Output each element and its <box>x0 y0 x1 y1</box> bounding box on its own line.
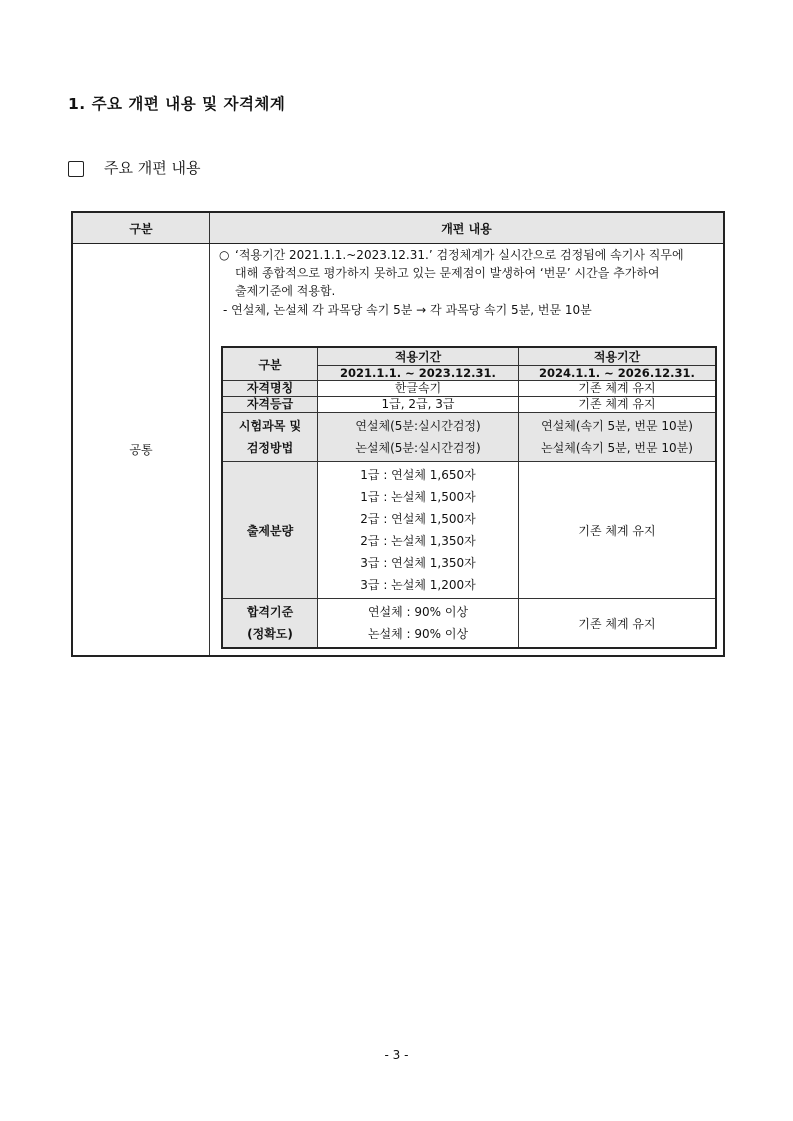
value-line: 1급 : 논설체 1,500자 <box>360 490 476 504</box>
header-content: 개편 내용 <box>210 212 725 244</box>
inner-header-period-old: 적용기간 <box>318 347 519 366</box>
checkbox-square-icon <box>68 161 84 177</box>
table-row <box>222 462 716 599</box>
description-line-2: 대해 종합적으로 평가하지 못하고 있는 문제점이 발생하여 ‘번문’ 시간을 추가하여 <box>235 266 660 280</box>
row-label-line: 시험과목 및 <box>238 419 302 433</box>
content-cell <box>210 244 725 657</box>
reform-table-header-row <box>72 212 724 244</box>
row-label: 출제분량 <box>222 462 318 599</box>
reform-table <box>71 211 725 657</box>
table-row <box>222 413 716 462</box>
subsection-title: 주요 개편 내용 <box>104 159 201 177</box>
row-new-value: 기존 체계 유지 <box>519 462 717 599</box>
category-cell: 공통 <box>72 244 210 657</box>
table-row <box>222 397 716 413</box>
description-line-4: - 연설체, 논설체 각 과목당 속기 5분 → 각 과목당 속기 5분, 번문 10분 <box>223 303 592 317</box>
row-label-line: 합격기준 <box>246 605 294 619</box>
period-old-dates: 2021.1.1. ~ 2023.12.31. <box>318 366 519 381</box>
row-label-line: 검정방법 <box>246 441 294 455</box>
reform-description <box>210 244 723 319</box>
row-label <box>222 599 318 649</box>
qualification-table <box>221 346 717 649</box>
row-label: 자격명칭 <box>222 381 318 397</box>
bullet-line <box>219 246 715 264</box>
value-line: 3급 : 연설체 1,350자 <box>360 556 476 570</box>
row-label: 자격등급 <box>222 397 318 413</box>
row-old-value <box>318 599 519 649</box>
row-new-value: 기존 체계 유지 <box>519 599 717 649</box>
description-line-3: 출제기준에 적용함. <box>235 284 336 298</box>
row-new-value <box>519 413 717 462</box>
row-label <box>222 413 318 462</box>
table-row <box>222 599 716 649</box>
header-category: 구분 <box>72 212 210 244</box>
row-new-value: 기존 체계 유지 <box>519 397 717 413</box>
inner-header-period-new: 적용기간 <box>519 347 717 366</box>
row-new-value: 기존 체계 유지 <box>519 381 717 397</box>
row-old-value <box>318 462 519 599</box>
section-heading: 1. 주요 개편 내용 및 자격체계 <box>68 95 286 113</box>
inner-header-category: 구분 <box>222 347 318 381</box>
value-line: 2급 : 논설체 1,350자 <box>360 534 476 548</box>
value-line: 1급 : 연설체 1,650자 <box>360 468 476 482</box>
period-new-dates: 2024.1.1. ~ 2026.12.31. <box>519 366 717 381</box>
row-old-value <box>318 413 519 462</box>
reform-table-row <box>72 244 724 657</box>
value-line: 연설체 : 90% 이상 <box>367 605 469 619</box>
page-number: - 3 - <box>384 1048 409 1062</box>
description-line-1: ‘적용기간 2021.1.1.~2023.12.31.’ 검정체계가 실시간으로 검정됨에 속기사 직무에 <box>235 248 684 262</box>
circle-bullet-icon: ○ <box>219 248 230 262</box>
value-line: 논설체(5분:실시간검정) <box>355 441 481 455</box>
qualification-header-row <box>222 347 716 366</box>
table-row <box>222 381 716 397</box>
value-line: 연설체(속기 5분, 번문 10분) <box>541 419 693 433</box>
value-line: 논설체(속기 5분, 번문 10분) <box>541 441 693 455</box>
row-old-value: 한글속기 <box>318 381 519 397</box>
row-old-value: 1급, 2급, 3급 <box>318 397 519 413</box>
value-line: 2급 : 연설체 1,500자 <box>360 512 476 526</box>
value-line: 논설체 : 90% 이상 <box>367 627 469 641</box>
value-line: 연설체(5분:실시간검정) <box>355 419 481 433</box>
subsection-heading <box>68 157 200 178</box>
row-label-line: (정확도) <box>247 627 293 641</box>
value-line: 3급 : 논설체 1,200자 <box>360 578 476 592</box>
